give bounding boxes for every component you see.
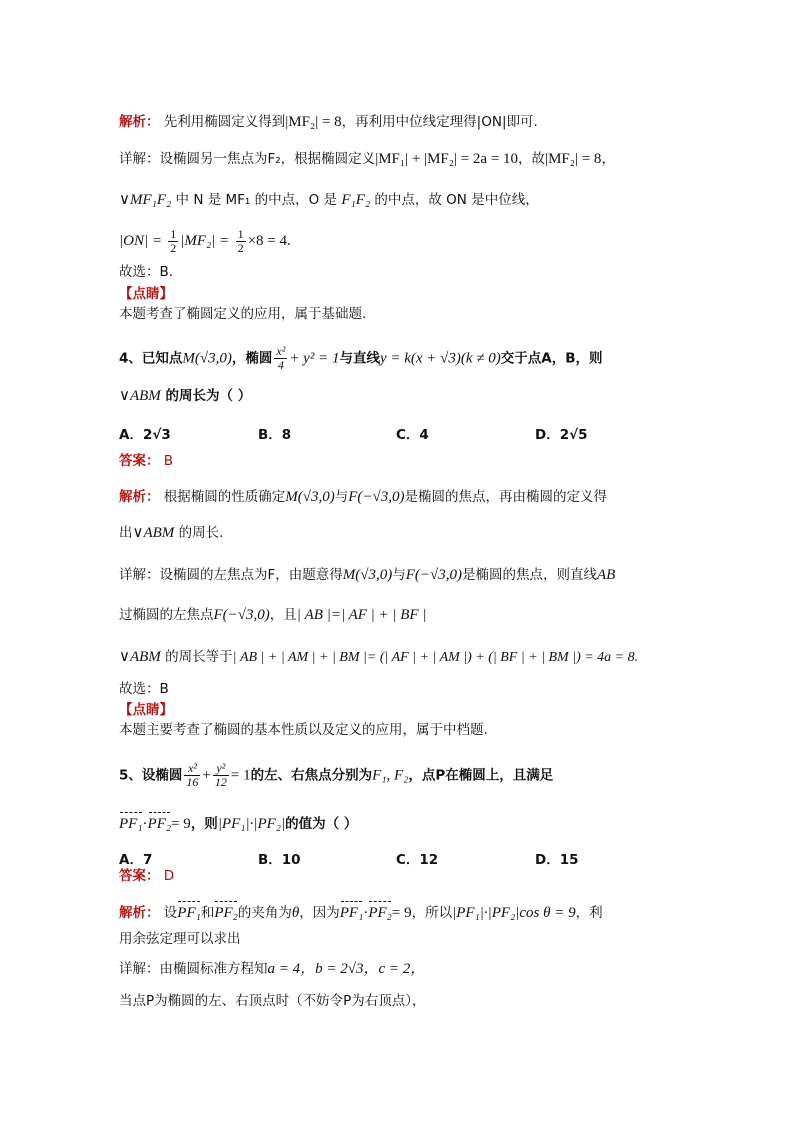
math-operator: +	[202, 767, 211, 784]
vector-pf2: PF₂	[214, 905, 238, 921]
fraction-denominator: 2	[170, 241, 177, 255]
p4-summary: 本题主要考查了椭圆的基本性质以及定义的应用，属于中档题.	[119, 722, 488, 738]
question-text: 5、设椭圆	[119, 767, 183, 784]
math-expression: |MF₂| = 8	[545, 151, 602, 167]
triangle-symbol: ∨ABM	[132, 525, 175, 541]
triangle-symbol: ∨ABM	[119, 388, 161, 404]
jiexi-text: 和	[200, 905, 215, 921]
math-expression: | AB | + | AM | + | BM |= (| AF | + | AM |) + (| BF | + | BM |) = 4a = 8.	[232, 650, 639, 665]
math-expression: y = k(x + √3)(k ≠ 0)	[379, 350, 501, 367]
fraction	[168, 228, 178, 255]
jiexi-text: 先利用椭圆定义得到	[163, 114, 286, 130]
p4-dianjing: 【点睛】	[119, 702, 173, 718]
p5-jiexi-line2: 用余弦定理可以求出	[119, 931, 241, 947]
xiangjie-text: 是椭圆的焦点，则直线	[462, 567, 597, 583]
jiexi-label: 解析：	[119, 489, 160, 505]
math-expression: |PF₁|·|PF₂|cos θ = 9	[452, 905, 576, 921]
fraction	[274, 345, 287, 372]
math-expression: F₁F₂	[341, 192, 371, 208]
fraction-numerator: 1	[170, 227, 177, 241]
triangle-symbol: ∨MF₁F₂	[119, 192, 172, 208]
jiexi-text: ，因为	[299, 905, 340, 921]
fraction	[184, 762, 200, 789]
math-expression: |PF₁|·|PF₂|	[217, 816, 286, 832]
p3-jiexi-line	[119, 113, 538, 131]
math-expression: F(−√3,0)	[405, 567, 462, 583]
punctuation: ，	[601, 151, 615, 167]
fraction-denominator: 2	[237, 241, 244, 255]
answer-value: D	[163, 868, 175, 884]
xiangjie-text: 详解：设椭圆的左焦点为F，由题意得	[119, 567, 343, 583]
p4-option-c: C．4	[396, 427, 429, 443]
question-text: 交于点A，B，则	[500, 350, 603, 367]
xiangjie-text: ，故	[518, 151, 546, 167]
triangle-text: 中 N 是 MF₁ 的中点，O 是	[171, 192, 342, 208]
p4-question-line2	[119, 387, 251, 405]
p5-jiexi-line1	[119, 904, 603, 922]
math-expression: F₁, F₂	[372, 767, 409, 784]
xiangjie-text: 详解：设椭圆另一焦点为F₂，根据椭圆定义	[119, 151, 376, 167]
fraction-numerator: x²	[184, 762, 200, 776]
math-expression: M(√3,0)	[342, 567, 393, 583]
math-expression: |MF₂| = 8	[285, 114, 342, 130]
fraction-denominator: 16	[186, 775, 199, 789]
xiangjie-text: 的周长等于	[160, 649, 233, 665]
fraction-numerator: 1	[237, 227, 244, 241]
xiangjie-text: ，且	[269, 607, 297, 623]
question-text: 的左、右焦点分别为	[250, 767, 373, 784]
fraction-denominator: 4	[277, 358, 284, 372]
question-text: 与直线	[339, 350, 380, 367]
jiexi-text: 根据椭圆的性质确定	[163, 489, 286, 505]
answer-label: 答案：	[119, 868, 160, 884]
math-expression: = 9	[391, 905, 412, 921]
question-text: 的周长为（ ）	[160, 388, 252, 404]
p5-option-c: C．12	[396, 852, 439, 868]
p5-question-line1	[119, 762, 553, 789]
p3-on-equation	[119, 228, 291, 255]
jiexi-label: 解析：	[119, 114, 160, 130]
p3-xiangjie-line	[119, 150, 615, 168]
math-expression: = 1	[230, 767, 251, 784]
math-expression: M(√3,0)	[182, 350, 232, 367]
vector-pf2: PF₂	[147, 816, 172, 832]
math-expression: ×8 = 4.	[247, 233, 291, 249]
math-expression: | AB |=| AF | + | BF |	[296, 607, 427, 623]
xiangjie-text: 与	[392, 567, 406, 583]
p4-perimeter-line	[119, 648, 638, 667]
math-expression: AB	[597, 567, 616, 583]
math-expression: |ON| =	[119, 233, 162, 249]
fraction-denominator: 12	[214, 775, 227, 789]
jiexi-text: 出	[119, 525, 133, 541]
vector-pf1: PF₁	[119, 816, 143, 832]
triangle-symbol: ∨ABM	[119, 649, 161, 665]
jiexi-text: 设	[163, 905, 178, 921]
p5-question-line2	[119, 815, 357, 833]
jiexi-text: 的夹角为	[237, 905, 292, 921]
p5-last-line: 当点P为椭圆的左、右顶点时（不妨令P为右顶点），	[119, 993, 426, 1009]
vector-pf2: PF₂	[368, 905, 392, 921]
p4-jiexi-line2	[119, 524, 223, 542]
math-expression: F(−√3,0)	[348, 489, 405, 505]
question-text: 的值为（ ）	[285, 816, 358, 832]
p3-triangle-line	[119, 191, 539, 209]
p4-question-line1	[119, 345, 603, 372]
math-expression: M(√3,0)	[285, 489, 335, 505]
math-operator: ·	[142, 816, 148, 832]
answer-label: 答案：	[119, 453, 160, 469]
question-text: ，则	[190, 816, 218, 832]
p5-answer-line	[119, 867, 174, 885]
xiangjie-text: 过椭圆的左焦点	[119, 607, 214, 623]
jiexi-text: 的周长.	[174, 525, 224, 541]
jiexi-label: 解析：	[119, 905, 160, 921]
jiexi-text: 与	[334, 489, 349, 505]
fraction-numerator: x²	[276, 344, 286, 358]
fraction	[213, 762, 229, 789]
question-text: 4、已知点	[119, 350, 183, 367]
p4-answer: 故选：B	[119, 681, 169, 697]
math-expression: = 9	[171, 816, 191, 832]
p4-guo-line	[119, 606, 426, 624]
p3-summary: 本题考查了椭圆定义的应用，属于基础题.	[119, 306, 367, 322]
jiexi-text: ，再利用中位线定理得|ON|即可.	[341, 114, 538, 130]
triangle-text: 的中点，故 ON 是中位线，	[370, 192, 539, 208]
p3-answer: 故选：B.	[119, 264, 174, 280]
math-expression: F(−√3,0)	[213, 607, 270, 623]
math-expression: + y² = 1	[289, 350, 340, 367]
p4-xiangjie-line1	[119, 566, 615, 584]
p5-xiangjie-line	[119, 960, 425, 978]
p3-dianjing: 【点睛】	[119, 286, 173, 302]
p5-option-d: D．15	[535, 852, 579, 868]
math-operator: ·	[363, 905, 369, 921]
fraction	[236, 228, 246, 255]
question-text: ，点P在椭圆上，且满足	[408, 767, 554, 784]
p5-option-b: B．10	[258, 852, 301, 868]
theta-symbol: θ	[291, 905, 300, 921]
p5-option-a: A．7	[119, 852, 153, 868]
p4-option-b: B．8	[258, 427, 292, 443]
vector-pf1: PF₁	[339, 905, 364, 921]
jiexi-text: ，所以	[411, 905, 453, 921]
math-expression: a = 4，b = 2√3，c = 2，	[267, 961, 426, 977]
math-expression: |MF₁| + |MF₂| = 2a = 10	[375, 151, 519, 167]
math-expression: |MF₂| =	[180, 233, 230, 249]
p4-option-a: A．2√3	[119, 427, 171, 443]
xiangjie-text: 详解：由椭圆标准方程知	[119, 961, 268, 977]
vector-pf1: PF₁	[177, 905, 201, 921]
jiexi-text: ，利	[575, 905, 603, 921]
jiexi-text: 是椭圆的焦点，再由椭圆的定义得	[404, 489, 608, 505]
question-text: ，椭圆	[231, 350, 273, 367]
p4-jiexi-line1	[119, 488, 607, 506]
answer-value: B	[163, 453, 174, 469]
p4-option-d: D．2√5	[535, 427, 588, 443]
fraction-numerator: y²	[213, 762, 229, 776]
p4-answer-line	[119, 452, 173, 470]
